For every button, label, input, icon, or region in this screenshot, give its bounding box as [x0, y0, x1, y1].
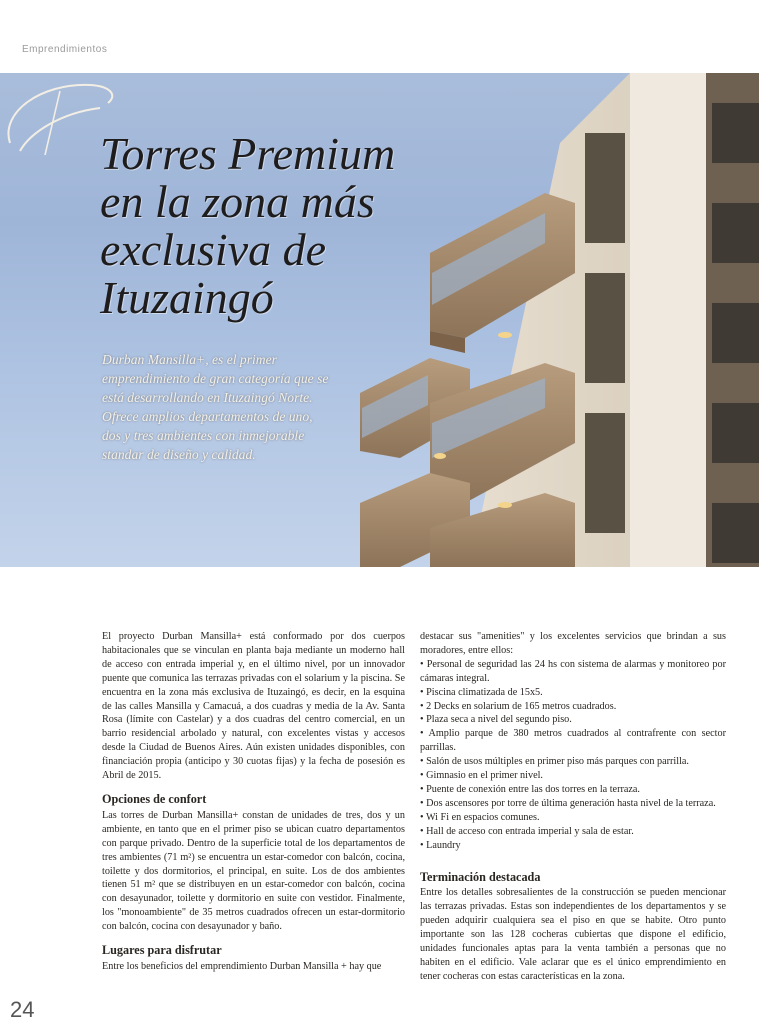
list-item: • Piscina climatizada de 15x5.: [420, 686, 726, 700]
page-number: 24: [10, 997, 35, 1022]
headline-line: exclusiva de: [100, 224, 327, 275]
lede-paragraph: Durban Mansilla+, es el primer emprendimiento de gran categoría que se está desarrollando en Ituzaingó Norte. Ofrece amplios departamentos de uno, dos y tres ambientes con inmejorable standar de diseño y calidad.: [102, 352, 329, 462]
left-column: [102, 630, 405, 974]
headline-line: Torres Premium: [100, 128, 396, 179]
hero-photo: [0, 73, 759, 567]
heading-lugares: Lugares para disfrutar: [102, 943, 222, 958]
list-item: • Laundry: [420, 839, 726, 853]
terminacion-paragraph: Entre los detalles sobresalientes de la construcción se pueden mencionar las terrazas privadas. Estas son independientes de los departamentos y se pueden adquirir cualquiera sea el piso en que se habite. Otro punto importante son las 128 cocheras cubiertas que dispone el edificio, unidades funcionales aptas para la venta también a personas que no habiten en el edificio. Vale aclarar que es el único emprendimiento en tener cocheras con estas características en la zona.: [420, 887, 726, 982]
list-item: • Salón de usos múltiples en primer piso más parques con parrilla.: [420, 755, 726, 769]
list-item: • Puente de conexión entre las dos torres en la terraza.: [420, 783, 726, 797]
list-item: • Gimnasio en el primer nivel.: [420, 769, 726, 783]
list-item: • Hall de acceso con entrada imperial y sala de estar.: [420, 825, 726, 839]
list-item: • Dos ascensores por torre de última generación hasta nivel de la terraza.: [420, 797, 726, 811]
heading-confort: Opciones de confort: [102, 791, 207, 806]
amenities-intro: destacar sus "amenities" y los excelentes servicios que brindan a sus moradores, entre ellos:: [420, 631, 726, 656]
confort-paragraph: Las torres de Durban Mansilla+ constan de unidades de tres, dos y un ambiente, en tanto que en el primer piso se ubican cuatro departamentos con parque privado. Dentro de la superficie total de los departamentos de tres ambientes (71 m²) se encuentra un estar-comedor con balcón, cocina, toilette y dos dormitorios, el principal, en suite. Los de dos ambientes tienen 51 m² que se distribuyen en un estar-comedor con balcón, cocina con desayunador, toilette y dormitorio en suite con vestidor. Finalmente, los "monoambiente" de 35 metros cuadrados ofrecen un estar-dormitorio con balcón, cocina con desayunador y baño.: [102, 809, 405, 933]
list-item: • Wi Fi en espacios comunes.: [420, 811, 726, 825]
headline-line: en la zona más: [100, 176, 375, 227]
headline-line: Ituzaingó: [100, 272, 274, 323]
right-column: [420, 630, 726, 984]
intro-paragraph: El proyecto Durban Mansilla+ está conformado por dos cuerpos habitacionales que se vinculan en planta baja mediante un moderno hall de acceso con entrada imperial y, en el último nivel, por un innovador puente que comunica las terrazas privadas con el solarium y la piscina. Se encuentra en la zona más exclusiva de Ituzaingó, es decir, en la esquina de las calles Mansilla y Camacuá, a dos cuadras y media de la Av. Santa Rosa (límite con Castelar) y a dos cuadras del centro comercial, en un barrio residencial arbolado y natural, con excelentes vistas y accesos desde la Ciudad de Buenos Aires. Aún existen unidades disponibles, con financiación propia (anticipo y 30 cuotas fijas) y la fecha de posesión es Abril de 2015.: [102, 631, 405, 782]
headline: [100, 130, 520, 322]
list-item: • Personal de seguridad las 24 hs con sistema de alarmas y monitoreo por cámaras integral.: [420, 658, 726, 686]
lugares-paragraph: Entre los beneficios del emprendimiento Durban Mansilla + hay que: [102, 960, 382, 972]
amenities-list: [420, 658, 726, 853]
list-item: • 2 Decks en solarium de 165 metros cuadrados.: [420, 700, 726, 714]
section-label: Emprendimientos: [22, 44, 108, 55]
list-item: • Amplio parque de 380 metros cuadrados al contrafrente con sector parrillas.: [420, 727, 726, 755]
heading-terminacion: Terminación destacada: [420, 869, 541, 884]
list-item: • Plaza seca a nivel del segundo piso.: [420, 713, 726, 727]
